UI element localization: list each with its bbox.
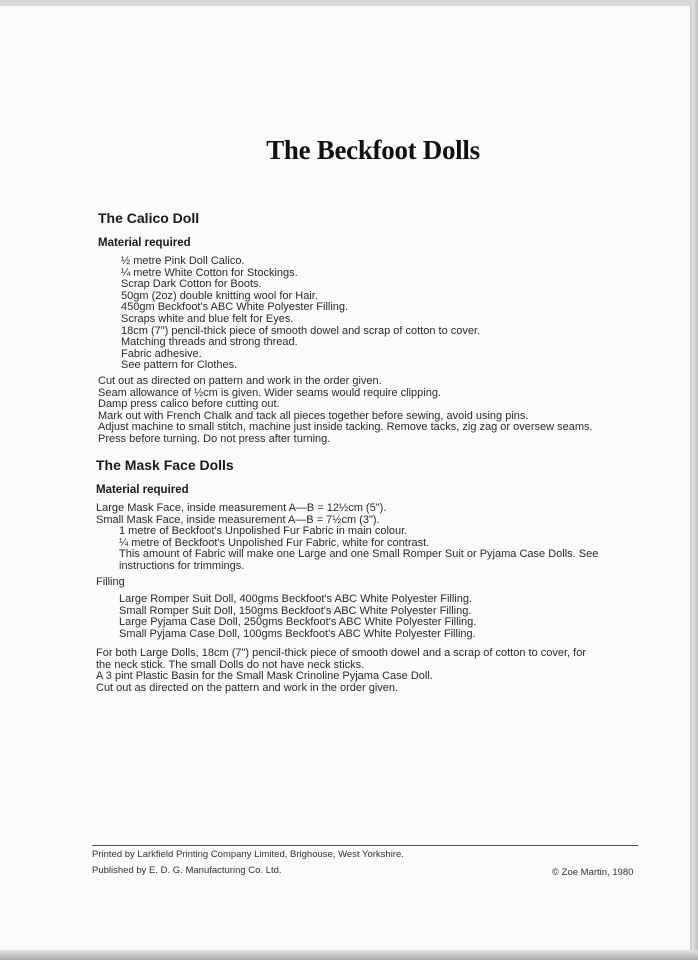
- list-item: Adjust machine to small stitch, machine just inside tacking. Remove tacks, zig zag or oversew seams.: [98, 421, 593, 434]
- calico-materials-list: [121, 256, 480, 372]
- mask-fabric: [119, 526, 598, 572]
- list-item: Fabric adhesive.: [121, 347, 202, 360]
- page-title: The Beckfoot Dolls: [266, 135, 480, 165]
- list-item: 50gm (2oz) double knitting wool for Hair.: [121, 289, 318, 302]
- list-item: ¼ metre White Cotton for Stockings.: [121, 266, 298, 279]
- footer-rule: [92, 845, 638, 846]
- list-item: See pattern for Clothes.: [121, 359, 238, 372]
- mask-closing: [96, 648, 586, 694]
- list-item: Small Mask Face, inside measurement A—B = 7½cm (3").: [96, 513, 380, 526]
- page-edge-bottom: [0, 950, 698, 960]
- list-item: instructions for trimmings.: [119, 559, 245, 572]
- list-item: Small Pyjama Case Doll, 100gms Beckfoot's ABC White Polyester Filling.: [119, 627, 476, 640]
- calico-instructions: [98, 376, 593, 446]
- list-item: the neck stick. The small Dolls do not have neck sticks.: [96, 658, 365, 671]
- list-item: Large Romper Suit Doll, 400gms Beckfoot's ABC White Polyester Filling.: [119, 593, 473, 605]
- list-item: Scraps white and blue felt for Eyes.: [121, 312, 294, 325]
- list-item: ¼ metre of Beckfoot's Unpolished Fur Fabric, white for contrast.: [119, 536, 430, 549]
- list-item: 1 metre of Beckfoot's Unpolished Fur Fabric in main colour.: [119, 525, 408, 537]
- list-item: Scrap Dark Cotton for Boots.: [121, 278, 262, 291]
- list-item: Large Pyjama Case Doll, 250gms Beckfoot's ABC White Polyester Filling.: [119, 616, 477, 629]
- list-item: Press before turning. Do not press after turning.: [98, 432, 331, 445]
- mask-filling-list: [119, 594, 476, 640]
- copyright-notice: © Zoe Martin, 1980: [552, 867, 634, 878]
- list-item: For both Large Dolls, 18cm (7") pencil-thick piece of smooth dowel and a scrap of cotton to cover, for: [96, 647, 586, 659]
- mask-sizes: [96, 503, 386, 526]
- list-item: Damp press calico before cutting out.: [98, 398, 280, 411]
- filling-label: Filling: [96, 576, 125, 588]
- list-item: A 3 pint Plastic Basin for the Small Mask Crinoline Pyjama Case Doll.: [96, 670, 433, 683]
- list-item: Cut out as directed on pattern and work in the order given.: [98, 375, 382, 387]
- list-item: 450gm Beckfoot's ABC White Polyester Filling.: [121, 301, 349, 314]
- list-item: Large Mask Face, inside measurement A—B = 12½cm (5").: [96, 502, 387, 514]
- mask-heading: The Mask Face Dolls: [96, 457, 234, 473]
- calico-heading: The Calico Doll: [98, 210, 200, 226]
- printer-credit: Printed by Larkfield Printing Company Limited, Brighouse, West Yorkshire.: [92, 849, 404, 860]
- calico-material-heading: Material required: [98, 237, 191, 249]
- list-item: Seam allowance of ½cm is given. Wider seams would require clipping.: [98, 386, 441, 399]
- mask-material-heading: Material required: [96, 484, 189, 496]
- list-item: This amount of Fabric will make one Large and one Small Romper Suit or Pyjama Case Dolls. See: [119, 548, 599, 561]
- list-item: Matching threads and strong thread.: [121, 336, 298, 349]
- list-item: Mark out with French Chalk and tack all pieces together before sewing, avoid using pins.: [98, 409, 529, 422]
- list-item: Cut out as directed on the pattern and work in the order given.: [96, 681, 399, 694]
- list-item: ½ metre Pink Doll Calico.: [121, 255, 245, 267]
- list-item: 18cm (7") pencil-thick piece of smooth dowel and scrap of cotton to cover.: [121, 324, 481, 337]
- list-item: Small Romper Suit Doll, 150gms Beckfoot's ABC White Polyester Filling.: [119, 604, 472, 617]
- publisher-credit: Published by E. D. G. Manufacturing Co. Ltd.: [92, 865, 282, 876]
